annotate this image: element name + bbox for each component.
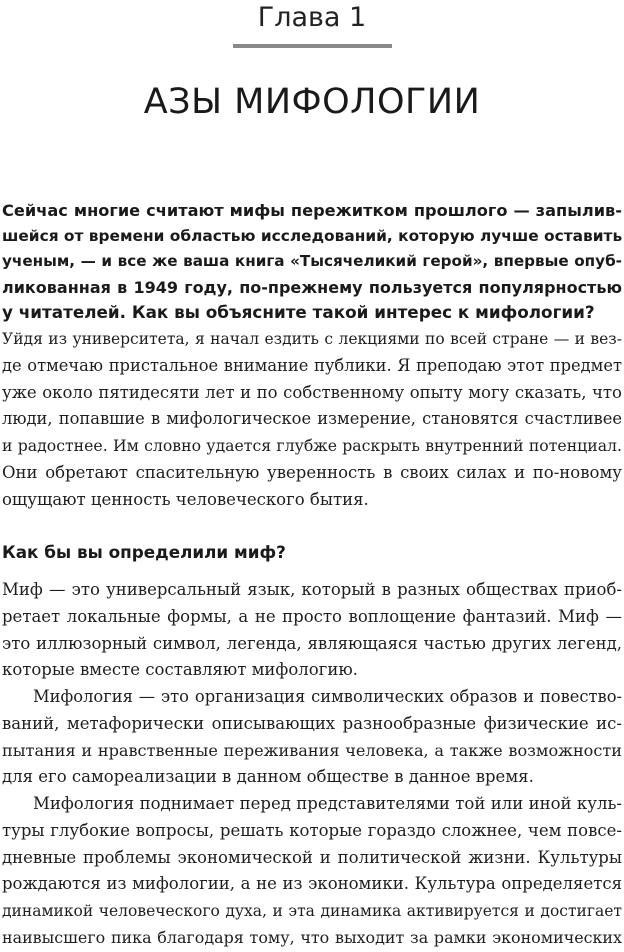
text-line: динамикой человеческого духа, и эта динамика активируется и достигает	[2, 902, 622, 921]
text-line: ваний, метафорически описывающих разнообразные физические ис-	[2, 713, 622, 733]
text-line: Уйдя из университета, я начал ездить с лекциями по всей стране — и вез-	[2, 330, 622, 348]
text-line: наивысшего пика благодаря тому, что выходит за рамки экономических	[2, 927, 622, 947]
text-line: которые вместе составляют мифологию.	[2, 660, 358, 680]
text-line: ученым, — и все же ваша книга «Тысячеликий герой», впервые опуб-	[2, 252, 622, 270]
text-line: Они обретают спасительную уверенность в своих силах и по-новому	[2, 462, 622, 482]
text-line: пытания и нравственные переживания человека, а также возможности	[2, 740, 622, 760]
text-line: для его самореализации в данном обществе в данное время.	[2, 767, 534, 787]
text-line: ретает локальные формы, а не просто воплощение фантазий. Миф —	[2, 606, 622, 626]
chapter-label: Глава 1	[257, 2, 367, 33]
chapter-title: АЗЫ МИФОЛОГИИ	[143, 82, 481, 122]
text-line: и радостнее. Им словно удается глубже раскрыть внутренний потенциал.	[2, 436, 622, 456]
question-1	[2, 198, 622, 326]
text-line: уже около пятидесяти лет и по собственному опыту могу сказать, что	[2, 382, 622, 402]
text-line: де отмечаю пристальное внимание публики. Я преподаю этот предмет	[2, 355, 622, 375]
text-line: рождаются из мифологии, а не из экономики. Культура определяется	[2, 874, 622, 894]
text-line: Мифология поднимает перед представителями той или иной куль-	[33, 794, 622, 813]
answer-2-paragraph-1	[2, 577, 622, 684]
text-line: это иллюзорный символ, легенда, являющаяся частью других легенд,	[2, 633, 622, 653]
text-line: Сейчас многие считают мифы пережитком прошлого — запылив-	[2, 201, 622, 220]
text-line: Миф — это универсальный язык, который в разных обществах приоб-	[2, 580, 622, 599]
chapter-rule	[233, 44, 392, 48]
text-line: люди, попавшие в мифологическое измерение, становятся счастливее	[2, 409, 622, 429]
answer-2-paragraph-3	[2, 791, 622, 952]
text-line: дневные проблемы экономической и политической жизни. Культуры	[2, 847, 622, 867]
text-line: шейся от времени областью исследований, которую лучше оставить	[2, 226, 623, 245]
text-line: туры глубокие вопросы, решать которые гораздо сложнее, чем повсе-	[2, 820, 622, 840]
text-line: Мифология — это организация символических образов и повество-	[33, 687, 622, 706]
answer-2-paragraph-2	[2, 684, 622, 791]
question-2: Как бы вы определили миф?	[2, 542, 286, 562]
text-line: ощущают ценность человеческого бытия.	[2, 489, 369, 509]
text-line: у читателей. Как вы объясните такой интерес к мифологии?	[2, 302, 595, 322]
answer-1	[2, 326, 622, 514]
text-line: ликованная в 1949 году, по-прежнему пользуется популярностью	[2, 277, 622, 297]
